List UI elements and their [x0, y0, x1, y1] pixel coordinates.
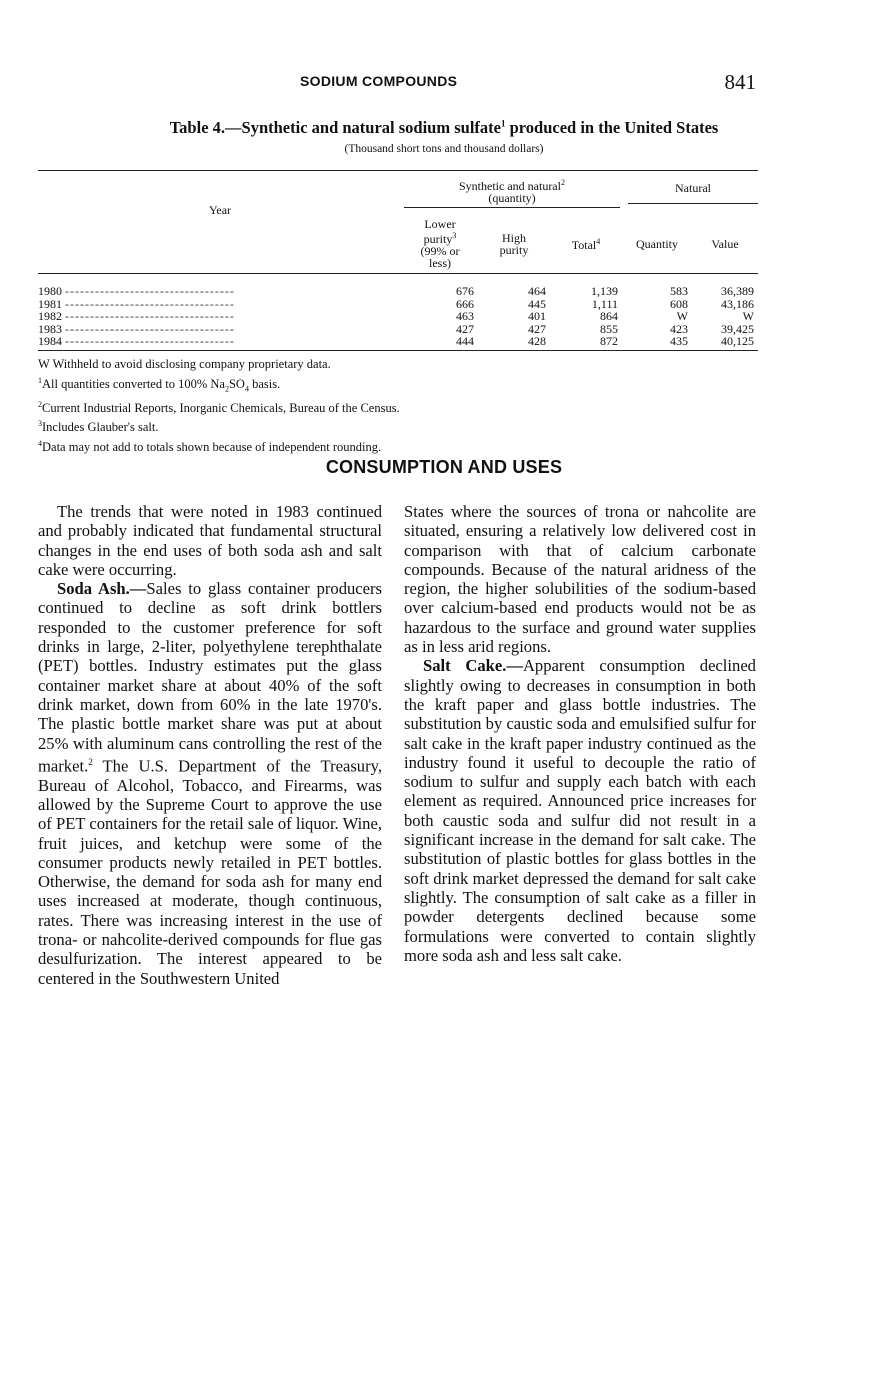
- page-header: [0, 70, 888, 94]
- table-title-end: produced in the United States: [505, 118, 719, 137]
- sodium-sulfate-table: [38, 170, 758, 351]
- footnote-4: $^4$Data may not add to totals shown because of independent rounding.: [38, 438, 382, 455]
- page-number: 841: [724, 70, 756, 94]
- table-row: [38, 274, 758, 298]
- paragraph-salt-cake: Salt Cake.—Apparent consumption declined slightly owing to decreases in consumption in both the kraft paper and glass bottle industries. The substitution by caustic soda and emulsified sulfur for salt cake in the kraft paper industry continued as the industry found it useful to decouple the ratio of sodium to sulfur and supply each batch with each element as required. Announced price increases for both caustic soda and sulfur did not result in a significant increase in the demand for salt cake. The substitution of plastic bottles for glass bottles in the soft drink market depressed the demand for salt cake slightly. The consumption of salt cake as a filler in powder detergents declined because some formulations were converted to contain slightly more soda ash and less salt cake.: [404, 656, 756, 965]
- total-column-header: Total$^4$: [550, 214, 622, 274]
- paragraph-trends: The trends that were noted in 1983 continued and probably indicated that fundamental structural changes in the end uses of both soda ash and salt cake were occurring.: [38, 502, 382, 579]
- year-cell: 1981 ----------------------------------: [38, 296, 235, 311]
- total-cell: 1,111: [591, 296, 618, 311]
- group-footnote-ref: 2: [560, 178, 565, 187]
- quantity-cell: 423: [670, 321, 688, 336]
- value-column-header: Value: [692, 214, 758, 274]
- total-cell: 872: [550, 335, 622, 350]
- footnote-2: $^2$Current Industrial Reports, Inorganic Chemicals, Bureau of the Census.: [38, 399, 400, 415]
- lower-purity-cell: 444: [402, 335, 478, 350]
- high-purity-cell: 445: [528, 296, 546, 311]
- high-purity-cell: 401: [528, 309, 546, 324]
- value-cell: 43,186: [721, 296, 754, 311]
- high-purity-cell: 464: [528, 284, 546, 299]
- table-row: [38, 310, 758, 323]
- high-purity-cell: 428: [478, 335, 550, 350]
- section-heading: CONSUMPTION AND USES: [325, 457, 563, 477]
- synthetic-natural-group-header: Synthetic and natural$^2$ (quantity): [402, 171, 622, 215]
- footnote-3: $^3$Includes Glauber's salt.: [38, 419, 159, 435]
- table-row: [38, 298, 758, 311]
- table-title-footnote-ref: 1: [500, 118, 506, 129]
- footnote-1: $^1$All quantities converted to 100% $Na_2SO_4$ basis.: [38, 375, 281, 394]
- value-cell: 39,425: [721, 321, 754, 336]
- high-purity-column-header: High purity: [478, 214, 550, 274]
- value-cell: 40,125: [692, 335, 758, 350]
- lower-purity-cell: 666: [456, 296, 474, 311]
- lower-purity-column-header: Lower purity$^3$ (99% or less): [402, 214, 478, 274]
- salt-cake-runin-heading: Salt Cake.—: [423, 656, 523, 676]
- table-title: [0, 118, 888, 138]
- quantity-column-header: Quantity: [622, 214, 692, 274]
- high-purity-cell: 427: [528, 321, 546, 336]
- natural-group-header: Natural: [622, 171, 758, 215]
- table-row: [38, 335, 758, 350]
- quantity-cell: W: [676, 309, 688, 324]
- value-cell: 36,389: [721, 284, 754, 299]
- table-row: [38, 323, 758, 336]
- year-column-header: Year: [38, 171, 402, 274]
- soda-ash-runin-heading: Soda Ash.—: [57, 579, 147, 599]
- value-cell: W: [742, 309, 754, 324]
- year-cell: 1984 ----------------------------------: [38, 335, 402, 350]
- body-column-left: [38, 502, 382, 988]
- quantity-cell: 435: [622, 335, 692, 350]
- total-cell: 1,139: [591, 284, 618, 299]
- footnote-withheld: W Withheld to avoid disclosing company proprietary data.: [38, 357, 331, 371]
- table-subtitle: (Thousand short tons and thousand dollars): [344, 143, 544, 155]
- body-column-right: [404, 502, 756, 965]
- year-cell: 1982 ----------------------------------: [38, 309, 235, 324]
- total-cell: 864: [600, 309, 618, 324]
- quantity-cell: 608: [670, 296, 688, 311]
- lower-purity-cell: 463: [456, 309, 474, 324]
- table-title-text: Table 4.—Synthetic and natural sodium sulfate: [169, 118, 501, 137]
- year-cell: 1983 ----------------------------------: [38, 321, 235, 336]
- paragraph-continued: States where the sources of trona or nahcolite are situated, ensuring a relatively low delivered cost in comparison with that of calcium carbonate compounds. Because of the natural aridness of the region, the higher solubilities of the sodium-based over calcium-based end products would not be as hazardous to the surface and ground water supplies as in less arid regions.: [404, 502, 756, 657]
- lower-purity-cell: 676: [456, 284, 474, 299]
- total-cell: 855: [600, 321, 618, 336]
- running-head: SODIUM COMPOUNDS: [300, 73, 458, 89]
- year-cell: 1980 ----------------------------------: [38, 284, 235, 299]
- quantity-cell: 583: [670, 284, 688, 299]
- soda-ash-footnote-ref: 2: [88, 756, 93, 767]
- paragraph-soda-ash: Soda Ash.—Sales to glass container producers continued to decline as soft drink bottlers responded to the customer preference for soft drinks in large, 2-liter, polyethylene terephthalate (PET) bottles. Industry estimates put the glass container market share at about 40% of the soft drink market, down from 60% in the late 1970's. The plastic bottle market share was put at about 25% with aluminum cans controlling the rest of the market.$^2$ The U.S. Department of the Treasury, Bureau of Alcohol, Tobacco, and Firearms, was allowed by the Supreme Court to approve the use of PET containers for the retail sale of liquor. Wine, fruit juices, and ketchup were some of the consumer products newly retailed in PET bottles. Otherwise, the demand for soda ash for many end uses increased at moderate, though continuous, rates. There was increasing interest in the use of trona- or nahcolite-derived compounds for flue gas desulfurization. The interest appeared to be centered in the Southwestern United: [38, 579, 383, 988]
- table-footnotes: [38, 357, 738, 456]
- lower-purity-cell: 427: [456, 321, 474, 336]
